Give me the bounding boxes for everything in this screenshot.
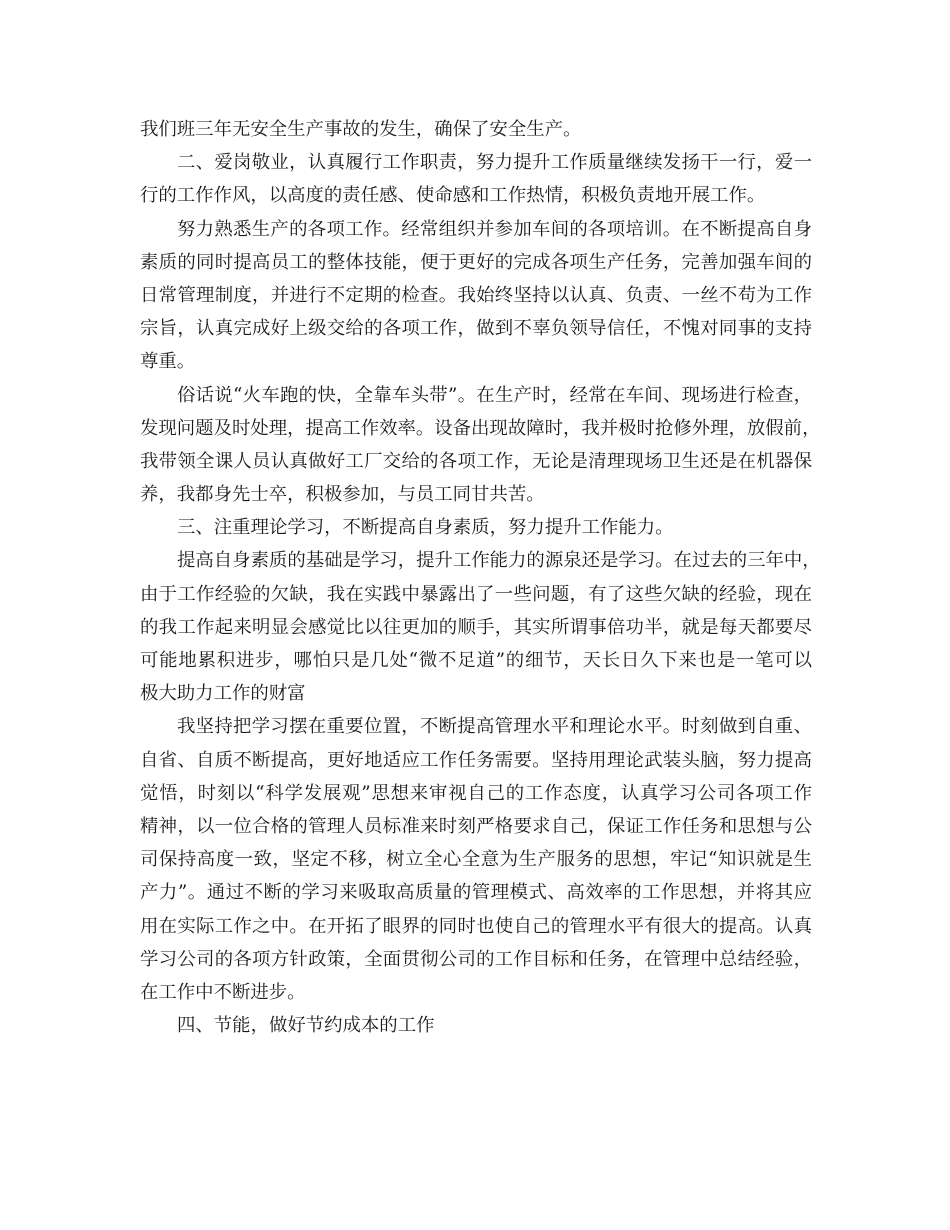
text-line: 日常管理制度，并进行不定期的检查。我始终坚持以认真、负责、一丝不苟为工作 [140, 284, 812, 306]
text-line: 的我工作起来明显会感觉比以往更加的顺手，其实所谓事倍功半，就是每天都要尽 [140, 616, 812, 638]
text-line: 我带领全课人员认真做好工厂交给的各项工作，无论是清理现场卫生还是在机器保 [140, 450, 812, 472]
text-line: 我们班三年无安全生产事故的发生，确保了安全生产。 [140, 119, 582, 140]
text-line: 发现问题及时处理，提高工作效率。设备出现故障时，我并极时抢修外理，放假前， [140, 417, 821, 439]
text-line: 行的工作作风，以高度的责任感、使命感和工作热情，积极负责地开展工作。 [140, 185, 766, 207]
text-line: 养，我都身先士卒，积极参加，与员工同甘共苦。 [140, 484, 545, 506]
paragraph [140, 113, 812, 146]
text-line: 自省、自质不断提高，更好地适应工作任务需要。坚持用理论武装头脑，努力提高 [140, 749, 812, 771]
text-line: 我坚持把学习摆在重要位置，不断提高管理水平和理论水平。时刻做到自重、 [177, 716, 812, 738]
text-line: 用在实际工作之中。在开拓了眼界的同时也使自己的管理水平有很大的提高。认真 [140, 915, 812, 937]
document-body [140, 113, 821, 1042]
text-line: 俗话说“火车跑的快，全靠车头带”。在生产时，经常在车间、现场进行检查， [177, 384, 812, 406]
text-line: 司保持高度一致，坚定不移，树立全心全意为生产服务的思想，牢记“知识就是生 [140, 849, 812, 871]
paragraph [140, 544, 821, 710]
text-line: 由于工作经验的欠缺，我在实践中暴露出了一些问题，有了这些欠缺的经验，现在 [140, 583, 812, 605]
text-line: 精神，以一位合格的管理人员标准来时刻严格要求自己，保证工作任务和思想与公 [140, 815, 812, 837]
paragraph [140, 511, 812, 544]
text-line: 努力熟悉生产的各项工作。经常组织并参加车间的各项培训。在不断提高自身 [177, 218, 812, 240]
text-line: 尊重。 [140, 351, 196, 373]
text-line: 觉悟，时刻以“科学发展观”思想来审视自己的工作态度，认真学习公司各项工作 [140, 782, 812, 804]
text-line: 在工作中不断进步。 [140, 981, 306, 1003]
paragraph [140, 710, 812, 1009]
paragraph [140, 1009, 812, 1042]
text-line: 二、爱岗敬业，认真履行工作职责，努力提升工作质量继续发扬干一行，爱一 [177, 152, 812, 174]
text-line: 三、注重理论学习，不断提高自身素质，努力提升工作能力。 [177, 517, 674, 539]
text-line: 学习公司的各项方针政策，全面贯彻公司的工作目标和任务，在管理中总结经验， [140, 948, 812, 970]
text-line: 可能地累积进步，哪怕只是几处“微不足道”的细节，天长日久下来也是一笔可以 [140, 650, 812, 671]
text-line: 素质的同时提高员工的整体技能，便于更好的完成各项生产任务，完善加强车间的 [140, 251, 812, 273]
text-line: 宗旨，认真完成好上级交给的各项工作，做到不辜负领导信任，不愧对同事的支持 [140, 318, 812, 340]
text-line: 产力”。通过不断的学习来吸取高质量的管理模式、高效率的工作思想，并将其应 [140, 882, 812, 904]
text-line: 四、节能，做好节约成本的工作 [177, 1015, 435, 1037]
text-line: 提高自身素质的基础是学习，提升工作能力的源泉还是学习。在过去的三年中， [177, 550, 821, 572]
paragraph [140, 146, 812, 212]
paragraph [140, 213, 812, 379]
paragraph [140, 379, 821, 512]
text-line: 极大助力工作的财富 [140, 683, 306, 705]
